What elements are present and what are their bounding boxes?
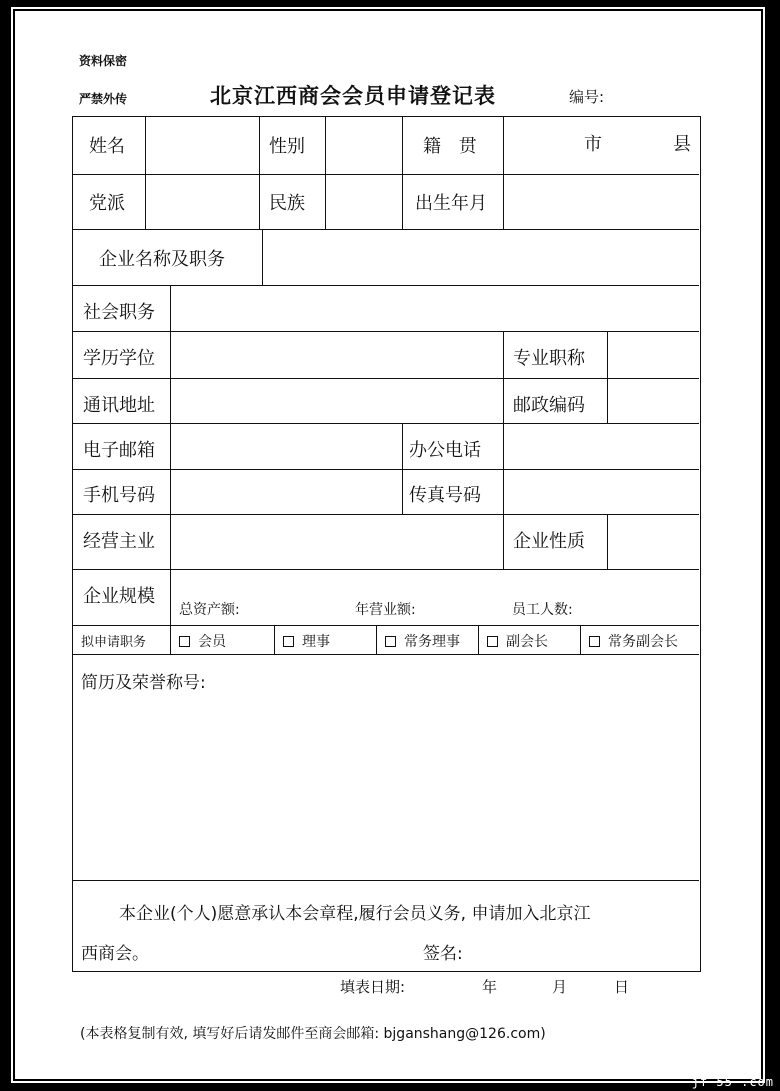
company-position-label: 企业名称及职务 bbox=[99, 249, 225, 270]
option-director[interactable]: 理事 bbox=[283, 631, 330, 651]
total-assets-label: 总资产额: bbox=[179, 602, 240, 618]
postcode-label: 邮政编码 bbox=[513, 395, 585, 416]
company-nature-label: 企业性质 bbox=[513, 531, 585, 552]
fax-label: 传真号码 bbox=[409, 485, 481, 506]
ethnicity-label: 民族 bbox=[269, 193, 305, 214]
office-phone-label: 办公电话 bbox=[409, 440, 481, 461]
checkbox-icon bbox=[283, 636, 294, 647]
registration-table bbox=[72, 116, 701, 972]
page-title: 北京江西商会会员申请登记表 bbox=[210, 84, 496, 108]
footer-note: (本表格复制有效, 填写好后请发邮件至商会邮箱: bjganshang@126.com) bbox=[80, 1026, 546, 1042]
signature-label: 签名: bbox=[423, 944, 463, 964]
annual-revenue-label: 年营业额: bbox=[355, 602, 416, 618]
checkbox-icon bbox=[589, 636, 600, 647]
apply-position-label: 拟申请职务 bbox=[81, 635, 147, 650]
serial-number-label: 编号: bbox=[569, 88, 605, 106]
option-member[interactable]: 会员 bbox=[179, 631, 226, 651]
birth-label: 出生年月 bbox=[415, 193, 487, 214]
no-distribution-label: 严禁外传 bbox=[79, 92, 128, 106]
professional-title-label: 专业职称 bbox=[513, 348, 585, 369]
main-business-label: 经营主业 bbox=[83, 531, 155, 552]
option-vice-president[interactable]: 副会长 bbox=[487, 631, 548, 651]
county-label: 县 bbox=[673, 134, 691, 155]
declaration-line-2: 西商会。 bbox=[81, 944, 149, 964]
month-label: 月 bbox=[552, 978, 568, 996]
checkbox-icon bbox=[179, 636, 190, 647]
option-executive-vice-president[interactable]: 常务副会长 bbox=[589, 631, 678, 651]
confidential-label: 资料保密 bbox=[79, 54, 128, 68]
checkbox-icon bbox=[487, 636, 498, 647]
city-label: 市 bbox=[584, 134, 602, 155]
resume-label: 简历及荣誉称号: bbox=[81, 673, 206, 693]
native-place-label: 籍 贯 bbox=[423, 136, 483, 157]
mobile-label: 手机号码 bbox=[83, 485, 155, 506]
email-label: 电子邮箱 bbox=[83, 440, 155, 461]
declaration-line-1: 本企业(个人)愿意承认本会章程,履行会员义务, 申请加入北京江 bbox=[119, 904, 591, 924]
fill-date-label: 填表日期: bbox=[340, 978, 406, 996]
watermark: jf 55 .com bbox=[691, 1075, 774, 1089]
address-label: 通讯地址 bbox=[83, 395, 155, 416]
company-scale-label: 企业规模 bbox=[83, 586, 155, 607]
form-paper bbox=[18, 14, 758, 1076]
party-label: 党派 bbox=[89, 193, 125, 214]
year-label: 年 bbox=[482, 978, 498, 996]
gender-label: 性别 bbox=[269, 136, 305, 157]
checkbox-icon bbox=[385, 636, 396, 647]
name-label: 姓名 bbox=[89, 136, 125, 157]
option-executive-director[interactable]: 常务理事 bbox=[385, 631, 460, 651]
social-position-label: 社会职务 bbox=[83, 302, 155, 323]
day-label: 日 bbox=[614, 978, 630, 996]
employees-label: 员工人数: bbox=[512, 602, 573, 618]
education-label: 学历学位 bbox=[83, 348, 155, 369]
